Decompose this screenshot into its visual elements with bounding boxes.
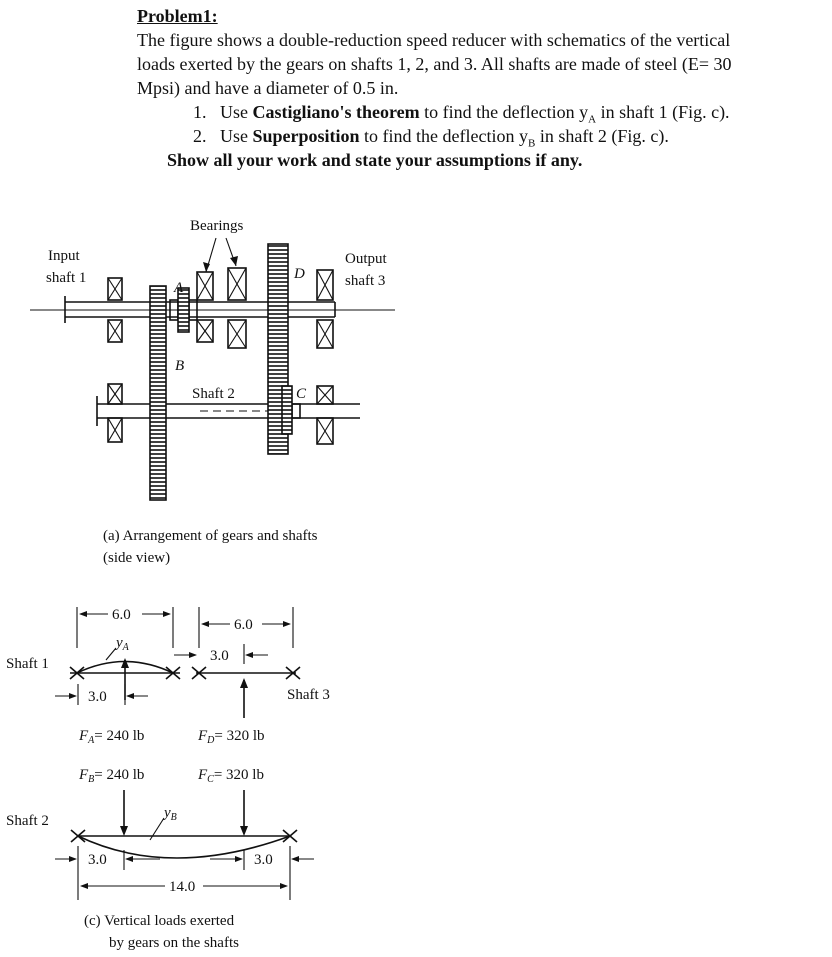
closing-instruction: Show all your work and state your assumptions if any. (167, 150, 583, 170)
caption-c-line-1: (c) Vertical loads exerted (84, 913, 235, 929)
bearings-label: Bearings (190, 218, 244, 234)
yb-label: $y_B$ (164, 805, 177, 823)
shaft2-dim-3-right: 3.0 (254, 852, 273, 868)
force-a: $F_A= 240$ lb (79, 728, 145, 746)
shaft1-dim-6: 6.0 (112, 607, 131, 623)
problem-title: Problem1: (137, 6, 218, 26)
shaft3-dim-6: 6.0 (234, 617, 253, 633)
shaft1-dim-3: 3.0 (88, 689, 107, 705)
intro-line-3: Mpsi) and have a diameter of 0.5 in. (137, 78, 399, 98)
shaft3-dim-3: 3.0 (210, 648, 229, 664)
shaft3-label: Shaft 3 (287, 687, 330, 703)
shaft2-dim-3-left: 3.0 (88, 852, 107, 868)
caption-a-line-1: (a) Arrangement of gears and shafts (103, 528, 318, 544)
intro-line-1: The figure shows a double-reduction speed reducer with schematics of the vertical (137, 30, 731, 50)
output-shaft-label-1: Output (345, 251, 387, 267)
force-c: $F_C= 320$ lb (198, 767, 264, 785)
gear-b-label: B (175, 358, 185, 374)
output-shaft-label-2: shaft 3 (345, 273, 386, 289)
shaft-2-label-a: Shaft 2 (192, 386, 235, 402)
caption-c-line-2: by gears on the shafts (109, 935, 239, 951)
force-b: $F_B= 240$ lb (79, 767, 145, 785)
input-shaft-label-1: Input (48, 248, 80, 264)
gear-d-label: D (294, 266, 305, 282)
shaft2-label: Shaft 2 (6, 813, 49, 829)
shaft1-label: Shaft 1 (6, 656, 49, 672)
intro-line-2: loads exerted by the gears on shafts 1, 2, and 3. All shafts are made of steel (E= 30 (137, 54, 732, 74)
task-1: 1. Use Castigliano's theorem to find the deflection $y_A$ in shaft 1 (Fig. c). (193, 102, 730, 126)
gear-c-label: C (296, 386, 307, 402)
gear-a-label: A (174, 280, 184, 296)
shaft2-dim-14: 14.0 (169, 879, 196, 895)
input-shaft-label-2: shaft 1 (46, 270, 87, 286)
caption-a-line-2: (side view) (103, 550, 171, 566)
force-d: $F_D= 320$ lb (198, 728, 265, 746)
shaft2-beam (71, 790, 297, 858)
shaft3-beam (192, 667, 300, 718)
ya-label: $y_A$ (116, 635, 129, 653)
task-2: 2. Use Superposition to find the deflection $y_B$ in shaft 2 (Fig. c). (193, 126, 669, 150)
